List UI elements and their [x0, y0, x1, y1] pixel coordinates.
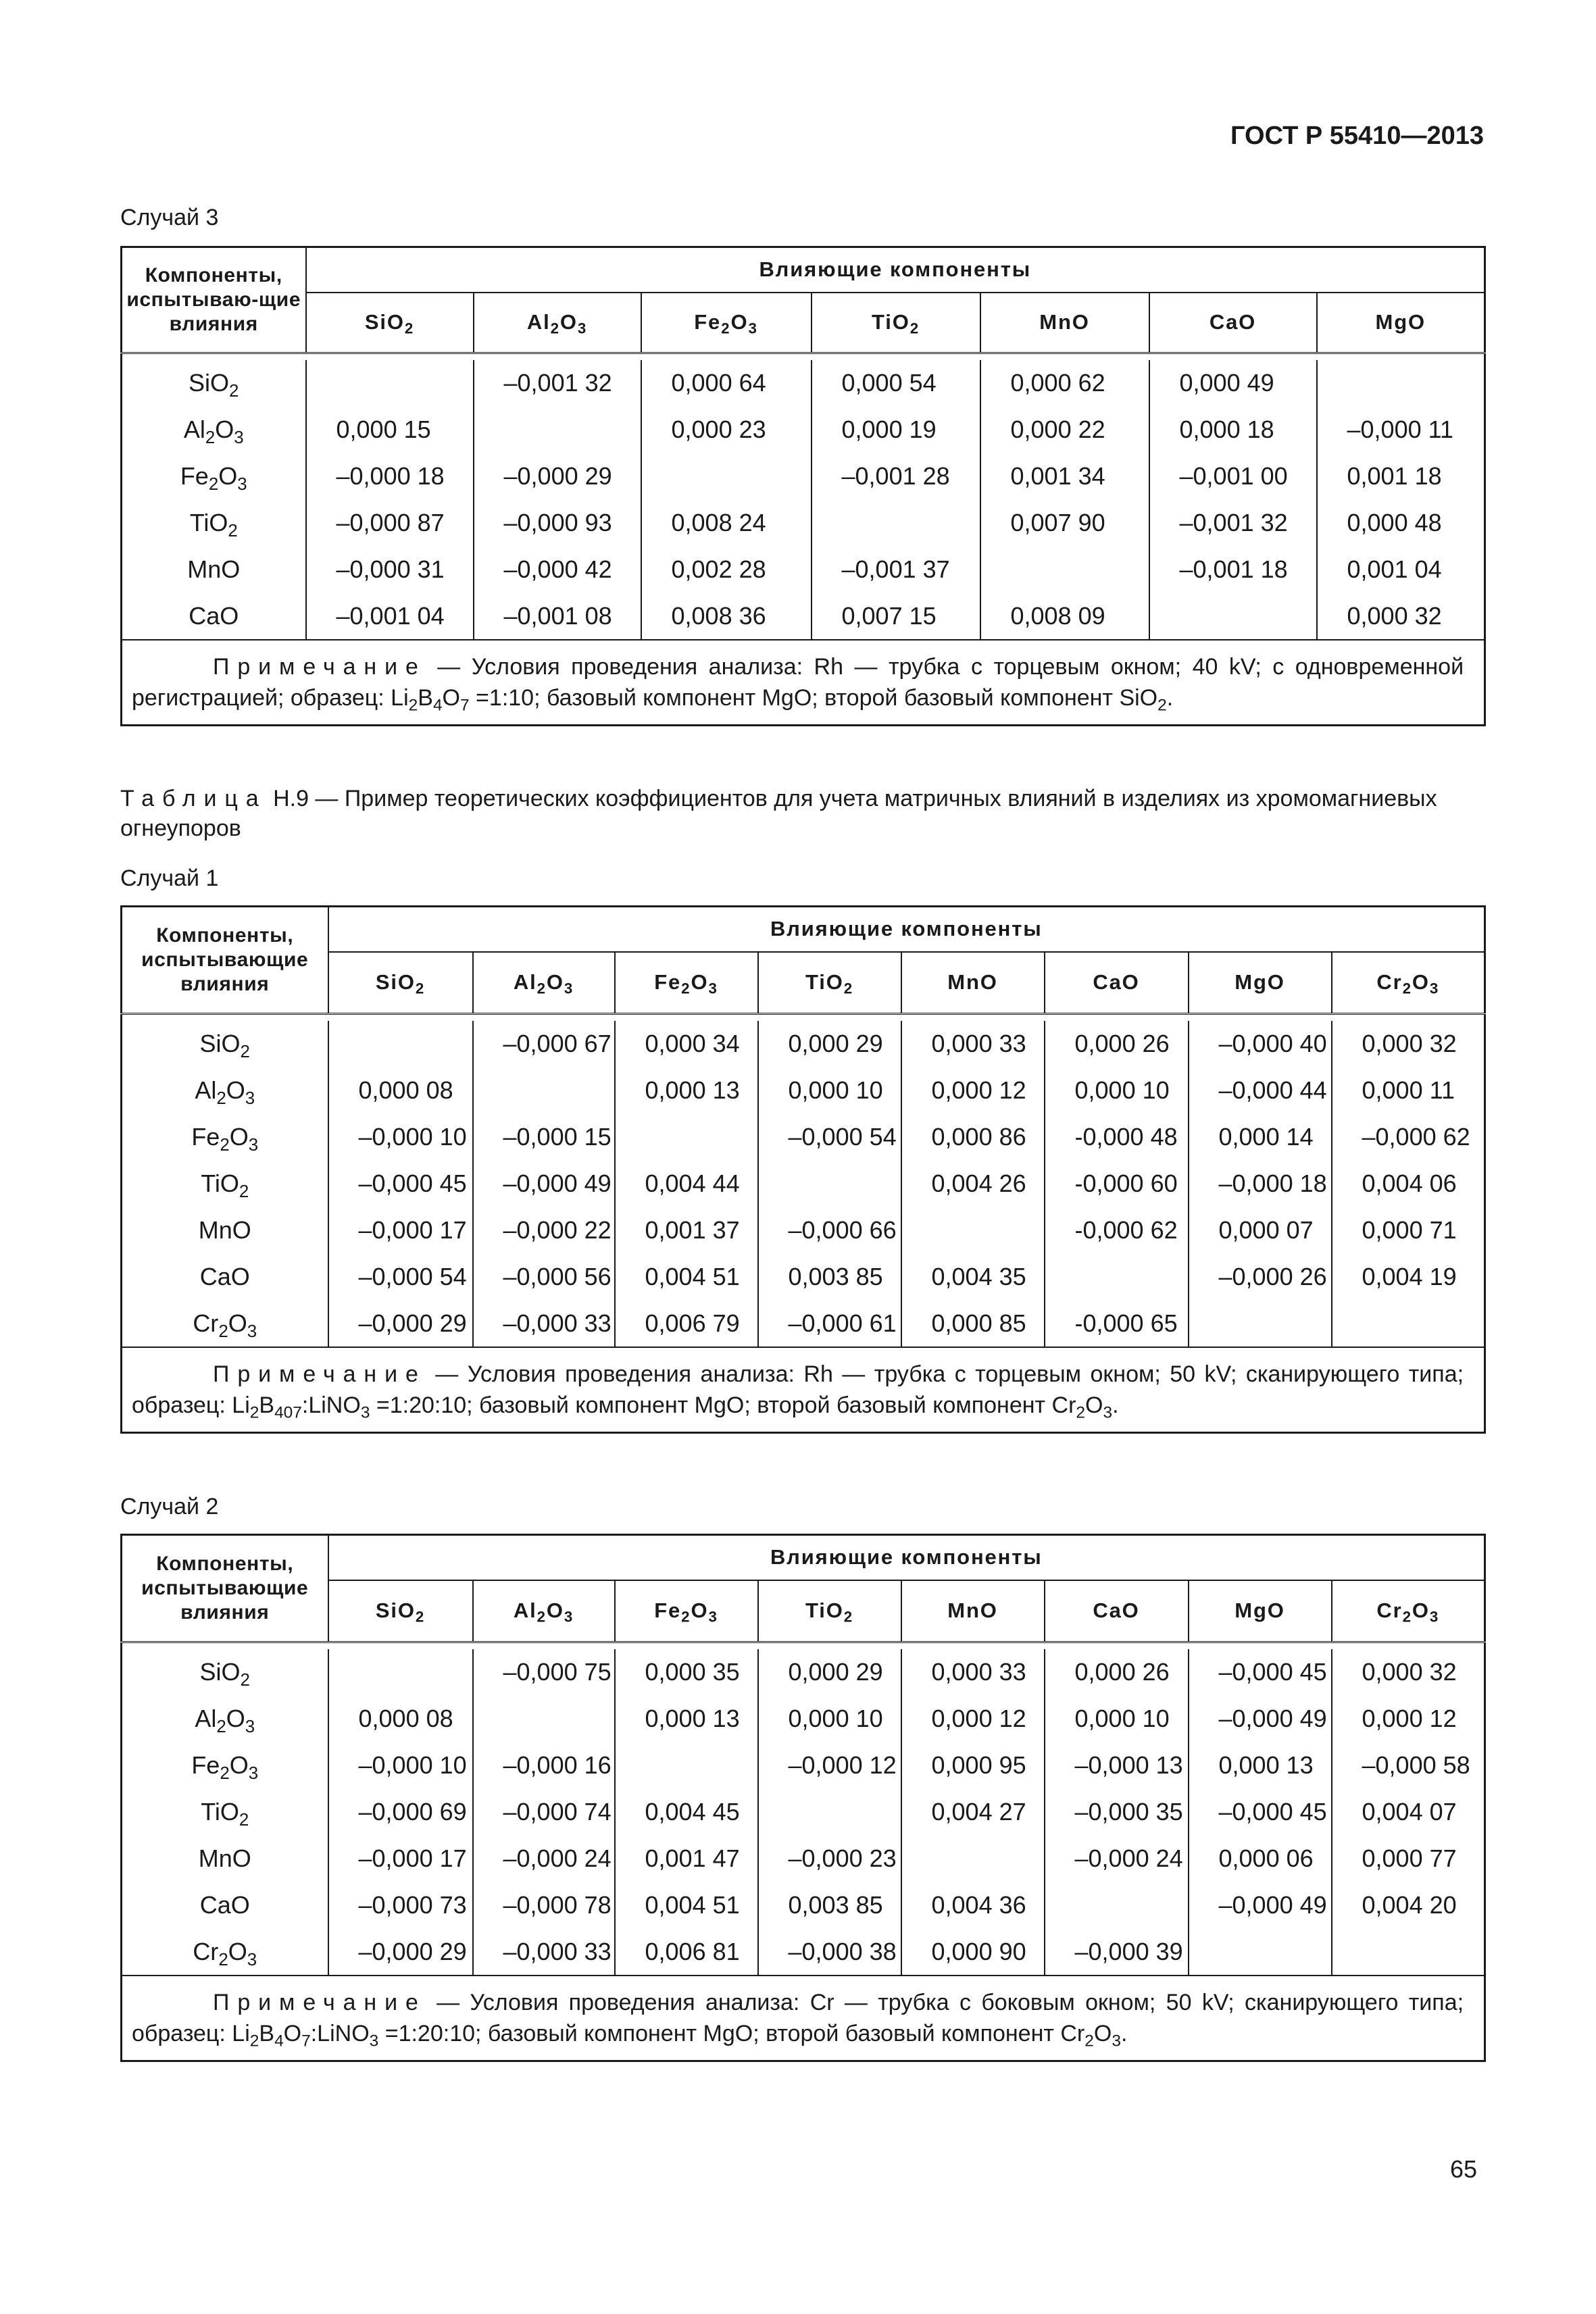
table-cell: 0,001 04 — [1317, 547, 1485, 593]
table-cell — [1045, 1254, 1189, 1301]
row-header: $Al_2O_3$ — [122, 1696, 328, 1742]
table-cell: –0,000 24 — [473, 1836, 615, 1882]
column-header: $Fe_2O_3$ — [615, 952, 758, 1014]
table-cell — [1189, 1301, 1332, 1347]
column-header: $Al_2O_3$ — [473, 952, 615, 1014]
table-cell: 0,000 95 — [901, 1742, 1045, 1789]
table-cell: –0,001 32 — [1149, 500, 1317, 547]
table-cell: –0,000 10 — [328, 1114, 473, 1161]
table-cell: –0,000 56 — [473, 1254, 615, 1301]
table-cell: –0,000 13 — [1045, 1742, 1189, 1789]
table-cell: 0,003 85 — [758, 1882, 901, 1929]
note-word: Примечание — [213, 1989, 426, 2015]
table-row — [122, 1067, 1485, 1114]
table-row — [122, 1207, 1485, 1254]
table-cell: 0,000 08 — [328, 1067, 473, 1114]
table-cell: 0,000 13 — [1189, 1742, 1332, 1789]
note-word: Примечание — [213, 1361, 426, 1387]
table-cell — [328, 1649, 473, 1696]
column-header: CaO — [1149, 293, 1317, 353]
table-cell: 0,004 35 — [901, 1254, 1045, 1301]
table-cell: 0,000 10 — [1045, 1067, 1189, 1114]
table-cell: 0,000 29 — [758, 1021, 901, 1067]
row-header: MnO — [122, 547, 306, 593]
table-cell — [306, 360, 474, 407]
table-cell: 0,000 12 — [901, 1067, 1045, 1114]
table-cell — [758, 1161, 901, 1207]
table-cell — [1149, 593, 1317, 640]
table-cell: –0,000 75 — [473, 1649, 615, 1696]
row-header: CaO — [122, 1882, 328, 1929]
table-cell: -0,000 48 — [1045, 1114, 1189, 1161]
table-cell: 0,001 34 — [980, 453, 1149, 500]
table-row — [122, 1114, 1485, 1161]
table-cell: –0,000 73 — [328, 1882, 473, 1929]
table-row — [122, 547, 1485, 593]
case1-table — [120, 905, 1486, 1434]
table-cell — [980, 547, 1149, 593]
table-cell: –0,000 45 — [328, 1161, 473, 1207]
row-header: $Fe_2O_3$ — [122, 1114, 328, 1161]
table-cell: –0,000 74 — [473, 1789, 615, 1836]
table-row — [122, 1929, 1485, 1976]
table-cell: –0,001 37 — [812, 547, 980, 593]
table-cell: 0,007 90 — [980, 500, 1149, 547]
row-header: $Cr_2O_3$ — [122, 1929, 328, 1976]
column-header: MnO — [901, 952, 1045, 1014]
column-header: TiO$_2$ — [812, 293, 980, 353]
table-cell: 0,000 19 — [812, 407, 980, 453]
table-cell — [615, 1114, 758, 1161]
table-cell: 0,003 85 — [758, 1254, 901, 1301]
table-cell: 0,002 28 — [641, 547, 812, 593]
influencing-components-header: Влияющие компоненты — [306, 247, 1485, 293]
table-cell: –0,000 49 — [1189, 1882, 1332, 1929]
table-cell: 0,006 81 — [615, 1929, 758, 1976]
table-cell: 0,000 32 — [1317, 593, 1485, 640]
page-number: 65 — [1450, 2155, 1478, 2183]
row-header: $Cr_2O_3$ — [122, 1301, 328, 1347]
table-cell: 0,000 34 — [615, 1021, 758, 1067]
table-cell: 0,000 08 — [328, 1696, 473, 1742]
column-header: SiO$_2$ — [328, 952, 473, 1014]
table-cell: –0,000 49 — [473, 1161, 615, 1207]
table-cell: 0,000 32 — [1332, 1021, 1485, 1067]
row-header: TiO$_2$ — [122, 500, 306, 547]
table-cell: 0,000 23 — [641, 407, 812, 453]
table-cell: 0,008 24 — [641, 500, 812, 547]
table-cell: –0,000 35 — [1045, 1789, 1189, 1836]
table-cell: –0,000 67 — [473, 1021, 615, 1067]
table-cell — [473, 1696, 615, 1742]
table-cell — [328, 1021, 473, 1067]
row-header: TiO$_2$ — [122, 1161, 328, 1207]
table-cell: –0,000 24 — [1045, 1836, 1189, 1882]
table-cell — [812, 500, 980, 547]
table-cell: –0,000 22 — [473, 1207, 615, 1254]
table-cell: 0,004 26 — [901, 1161, 1045, 1207]
table-cell: 0,000 62 — [980, 360, 1149, 407]
case3-label: Случай 3 — [120, 205, 219, 230]
table-cell: –0,000 45 — [1189, 1789, 1332, 1836]
table-cell: 0,004 36 — [901, 1882, 1045, 1929]
table-cell: 0,000 10 — [758, 1696, 901, 1742]
table-cell: –0,000 42 — [474, 547, 641, 593]
table-cell: –0,000 31 — [306, 547, 474, 593]
table-cell: –0,000 54 — [758, 1114, 901, 1161]
table-cell: 0,000 48 — [1317, 500, 1485, 547]
table-cell: 0,000 29 — [758, 1649, 901, 1696]
table-cell: 0,000 10 — [1045, 1696, 1189, 1742]
table-cell: –0,001 00 — [1149, 453, 1317, 500]
table-cell: 0,008 36 — [641, 593, 812, 640]
table-cell: 0,000 18 — [1149, 407, 1317, 453]
column-header: $Al_2O_3$ — [474, 293, 641, 353]
table-row — [122, 1301, 1485, 1347]
table-cell: 0,000 35 — [615, 1649, 758, 1696]
table-cell: 0,000 10 — [758, 1067, 901, 1114]
table-cell: 0,000 26 — [1045, 1021, 1189, 1067]
table-cell: 0,004 27 — [901, 1789, 1045, 1836]
column-header: TiO$_2$ — [758, 1580, 901, 1642]
row-header: TiO$_2$ — [122, 1789, 328, 1836]
case3-table — [120, 246, 1486, 726]
table-cell: –0,000 29 — [328, 1929, 473, 1976]
table-row — [122, 1836, 1485, 1882]
column-header: MgO — [1189, 952, 1332, 1014]
table-cell — [1189, 1929, 1332, 1976]
table-cell: –0,000 23 — [758, 1836, 901, 1882]
table-cell — [1332, 1301, 1485, 1347]
case1-note — [122, 1347, 1485, 1433]
table-cell: 0,004 06 — [1332, 1161, 1485, 1207]
table-cell — [473, 1067, 615, 1114]
column-header: SiO$_2$ — [306, 293, 474, 353]
table-cell: –0,000 58 — [1332, 1742, 1485, 1789]
table-cell — [1332, 1929, 1485, 1976]
table-cell: 0,000 54 — [812, 360, 980, 407]
table-cell — [1045, 1882, 1189, 1929]
row-header: MnO — [122, 1207, 328, 1254]
case1-label: Случай 1 — [120, 865, 219, 891]
table-cell: –0,000 69 — [328, 1789, 473, 1836]
table-cell — [474, 407, 641, 453]
influencing-components-header: Влияющие компоненты — [328, 907, 1485, 952]
column-header: CaO — [1045, 1580, 1189, 1642]
row-header: $Al_2O_3$ — [122, 407, 306, 453]
table-cell — [758, 1789, 901, 1836]
column-header: MgO — [1317, 293, 1485, 353]
note-word: Примечание — [213, 653, 426, 680]
table-cell: 0,000 26 — [1045, 1649, 1189, 1696]
column-header: SiO$_2$ — [328, 1580, 473, 1642]
row-header: MnO — [122, 1836, 328, 1882]
table-cell: 0,000 07 — [1189, 1207, 1332, 1254]
table-cell: 0,000 86 — [901, 1114, 1045, 1161]
table-cell: –0,001 32 — [474, 360, 641, 407]
table-row — [122, 1742, 1485, 1789]
table-cell: –0,000 11 — [1317, 407, 1485, 453]
table-cell: –0,000 62 — [1332, 1114, 1485, 1161]
table-cell: –0,000 18 — [1189, 1161, 1332, 1207]
table-cell: 0,000 33 — [901, 1021, 1045, 1067]
table-cell: 0,000 12 — [901, 1696, 1045, 1742]
table-cell: –0,000 18 — [306, 453, 474, 500]
row-header: $Al_2O_3$ — [122, 1067, 328, 1114]
table-cell: –0,000 15 — [473, 1114, 615, 1161]
table-cell: –0,000 12 — [758, 1742, 901, 1789]
row-header: CaO — [122, 593, 306, 640]
row-header: SiO$_2$ — [122, 1649, 328, 1696]
table-cell: 0,000 14 — [1189, 1114, 1332, 1161]
table-cell: –0,000 10 — [328, 1742, 473, 1789]
table-cell: 0,004 44 — [615, 1161, 758, 1207]
row-header: CaO — [122, 1254, 328, 1301]
case2-table — [120, 1534, 1486, 2062]
table-cell: 0,004 07 — [1332, 1789, 1485, 1836]
table-cell: 0,004 20 — [1332, 1882, 1485, 1929]
table-cell: –0,001 18 — [1149, 547, 1317, 593]
table-cell: 0,000 15 — [306, 407, 474, 453]
table-cell: 0,000 32 — [1332, 1649, 1485, 1696]
table-row — [122, 407, 1485, 453]
table-cell: 0,001 47 — [615, 1836, 758, 1882]
table-cell: 0,008 09 — [980, 593, 1149, 640]
column-header: MgO — [1189, 1580, 1332, 1642]
table-cell: –0,000 17 — [328, 1836, 473, 1882]
table-word: Таблица — [120, 786, 267, 811]
table-cell: 0,000 13 — [615, 1067, 758, 1114]
table-cell: 0,000 22 — [980, 407, 1149, 453]
note-text: — Условия проведения анализа: Cr — трубка с боковым окном; 50 kV; сканирующего типа; образец: $Li_2B_4O_7:LiNO_3$ =1:20:10; базовый компонент MgO; второй базовый компонент $Cr_2O_3$. — [132, 1989, 1464, 2050]
row-header: $Fe_2O_3$ — [122, 1742, 328, 1789]
case2-note — [122, 1976, 1485, 2061]
table-cell: 0,004 51 — [615, 1254, 758, 1301]
column-header: CaO — [1045, 952, 1189, 1014]
table-cell: 0,000 49 — [1149, 360, 1317, 407]
table-cell: 0,007 15 — [812, 593, 980, 640]
components-header: Компоненты, испытываю-щие влияния — [122, 247, 306, 353]
table-cell: –0,000 16 — [473, 1742, 615, 1789]
row-header: SiO$_2$ — [122, 360, 306, 407]
table-cell: –0,000 40 — [1189, 1021, 1332, 1067]
table-cell: 0,004 45 — [615, 1789, 758, 1836]
table-caption-text: Н.9 — Пример теоретических коэффициентов для учета матричных влияний в изделиях из хромомагниевых огнеупоров — [120, 786, 1437, 841]
table-cell: 0,000 90 — [901, 1929, 1045, 1976]
table-cell: 0,004 19 — [1332, 1254, 1485, 1301]
table-cell: –0,000 49 — [1189, 1696, 1332, 1742]
row-header: $Fe_2O_3$ — [122, 453, 306, 500]
column-header: $Cr_2O_3$ — [1332, 1580, 1485, 1642]
table-cell: –0,000 17 — [328, 1207, 473, 1254]
table-cell: 0,000 06 — [1189, 1836, 1332, 1882]
table-cell: –0,000 66 — [758, 1207, 901, 1254]
components-header: Компоненты, испытывающие влияния — [122, 1535, 328, 1642]
table-cell: –0,000 87 — [306, 500, 474, 547]
table-cell: –0,000 61 — [758, 1301, 901, 1347]
table-cell: -0,000 62 — [1045, 1207, 1189, 1254]
note-text: — Условия проведения анализа: Rh — трубка с торцевым окном; 50 kV; сканирующего типа; образец: $Li_2B_{407}:LiNO_3$ =1:20:10; базовый компонент MgO; второй базовый компонент $Cr_2O_3$. — [132, 1361, 1464, 1422]
table-cell: -0,000 65 — [1045, 1301, 1189, 1347]
table-row — [122, 1882, 1485, 1929]
table-cell: –0,001 04 — [306, 593, 474, 640]
table-cell: –0,001 28 — [812, 453, 980, 500]
table-cell: 0,000 85 — [901, 1301, 1045, 1347]
case3-note — [122, 640, 1485, 726]
row-header: SiO$_2$ — [122, 1021, 328, 1067]
table-cell: –0,000 29 — [474, 453, 641, 500]
table-row — [122, 1789, 1485, 1836]
table-cell: 0,001 18 — [1317, 453, 1485, 500]
table-row — [122, 1696, 1485, 1742]
table-cell: –0,000 33 — [473, 1301, 615, 1347]
table-cell: –0,000 33 — [473, 1929, 615, 1976]
table-cell — [615, 1742, 758, 1789]
table-row — [122, 593, 1485, 640]
column-header: $Al_2O_3$ — [473, 1580, 615, 1642]
case2-label: Случай 2 — [120, 1494, 219, 1519]
table-cell: 0,004 51 — [615, 1882, 758, 1929]
influencing-components-header: Влияющие компоненты — [328, 1535, 1485, 1580]
table-cell: –0,000 54 — [328, 1254, 473, 1301]
column-header: MnO — [980, 293, 1149, 353]
table-cell: 0,000 13 — [615, 1696, 758, 1742]
table-cell: 0,006 79 — [615, 1301, 758, 1347]
table-cell — [901, 1836, 1045, 1882]
table-cell: 0,000 71 — [1332, 1207, 1485, 1254]
table-row — [122, 1021, 1485, 1067]
components-header: Компоненты, испытывающие влияния — [122, 907, 328, 1014]
table-cell: –0,001 08 — [474, 593, 641, 640]
standard-code: ГОСТ Р 55410—2013 — [1230, 122, 1484, 150]
table-cell: 0,000 11 — [1332, 1067, 1485, 1114]
column-header: $Fe_2O_3$ — [641, 293, 812, 353]
table-cell — [1317, 360, 1485, 407]
table-cell: -0,000 60 — [1045, 1161, 1189, 1207]
column-header: $Cr_2O_3$ — [1332, 952, 1485, 1014]
table-cell: 0,000 64 — [641, 360, 812, 407]
table-cell: –0,000 38 — [758, 1929, 901, 1976]
table-cell: –0,000 26 — [1189, 1254, 1332, 1301]
table-cell: –0,000 39 — [1045, 1929, 1189, 1976]
table-cell: 0,000 77 — [1332, 1836, 1485, 1882]
table-cell: –0,000 44 — [1189, 1067, 1332, 1114]
table-cell: –0,000 78 — [473, 1882, 615, 1929]
table-cell: –0,000 93 — [474, 500, 641, 547]
table-row — [122, 500, 1485, 547]
table-caption — [120, 784, 1484, 843]
table-row — [122, 1649, 1485, 1696]
column-header: TiO$_2$ — [758, 952, 901, 1014]
table-row — [122, 360, 1485, 407]
note-text: — Условия проведения анализа: Rh — трубка с торцевым окном; 40 kV; с одновременной регистрацией; образец: $Li_2B_4O_7$ =1:10; базовый компонент MgO; второй базовый компонент SiO$_2$. — [132, 653, 1464, 714]
table-cell: –0,000 45 — [1189, 1649, 1332, 1696]
table-row — [122, 1161, 1485, 1207]
table-cell: –0,000 29 — [328, 1301, 473, 1347]
table-row — [122, 1254, 1485, 1301]
table-cell — [901, 1207, 1045, 1254]
table-cell: 0,001 37 — [615, 1207, 758, 1254]
column-header: $Fe_2O_3$ — [615, 1580, 758, 1642]
table-cell: 0,000 33 — [901, 1649, 1045, 1696]
table-cell — [641, 453, 812, 500]
column-header: MnO — [901, 1580, 1045, 1642]
table-cell: 0,000 12 — [1332, 1696, 1485, 1742]
table-row — [122, 453, 1485, 500]
